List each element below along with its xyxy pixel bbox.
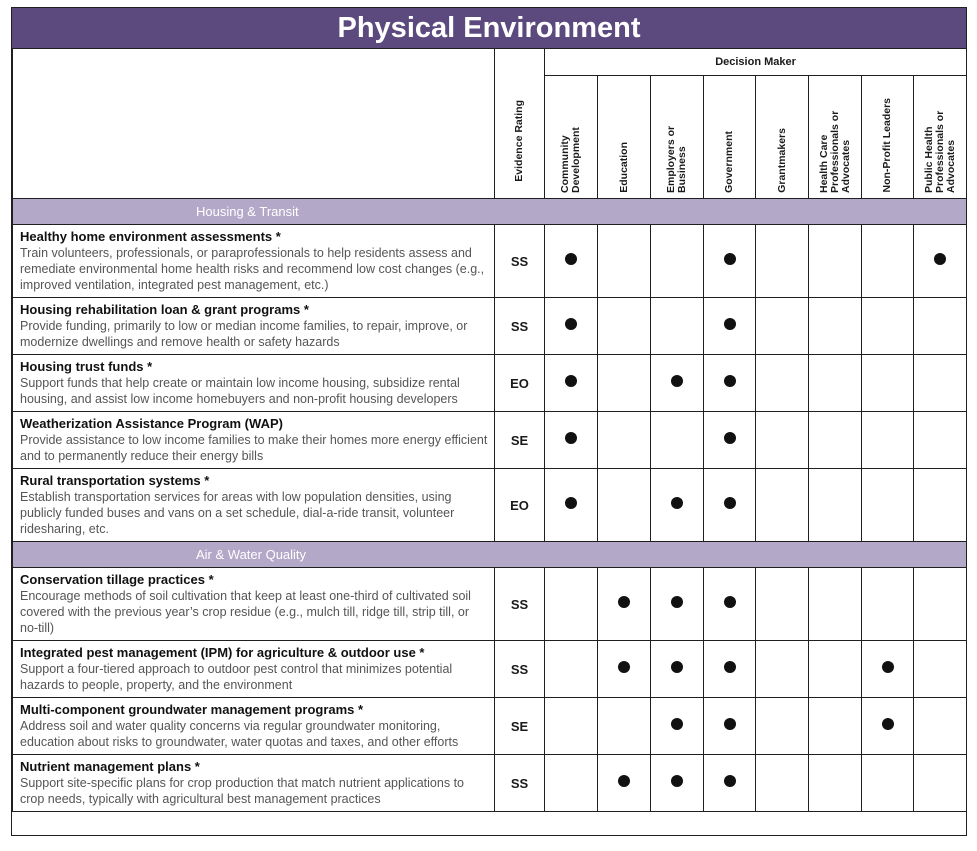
strategy-header-blank bbox=[13, 49, 495, 199]
decision-maker-cell bbox=[862, 225, 914, 298]
decision-maker-cell bbox=[862, 755, 914, 812]
strategy-cell bbox=[13, 641, 495, 698]
strategy-cell bbox=[13, 698, 495, 755]
decision-maker-cell bbox=[756, 355, 809, 412]
decision-maker-cell bbox=[756, 412, 809, 469]
strategy-description: Provide funding, primarily to low or median income families, to repair, improve, or modernize dwellings and remove health or safety hazards bbox=[20, 319, 468, 349]
bullet-dot-icon bbox=[671, 497, 683, 509]
strategy-name: Rural transportation systems * bbox=[20, 473, 210, 488]
bullet-dot-icon bbox=[882, 661, 894, 673]
decision-maker-cell bbox=[704, 641, 756, 698]
decision-maker-cell bbox=[809, 641, 862, 698]
bullet-dot-icon bbox=[565, 432, 577, 444]
bullet-dot-icon bbox=[618, 596, 630, 608]
decision-maker-cell bbox=[809, 355, 862, 412]
decision-maker-cell bbox=[598, 698, 651, 755]
strategy-name: Healthy home environment assessments * bbox=[20, 229, 281, 244]
decision-maker-cell bbox=[704, 412, 756, 469]
decision-maker-cell bbox=[756, 755, 809, 812]
decision-maker-cell bbox=[756, 698, 809, 755]
decision-maker-cell bbox=[704, 298, 756, 355]
decision-maker-cell bbox=[598, 469, 651, 542]
strategy-name: Housing rehabilitation loan & grant programs * bbox=[20, 302, 309, 317]
decision-maker-cell bbox=[914, 298, 967, 355]
decision-maker-cell bbox=[651, 698, 704, 755]
strategy-name: Housing trust funds * bbox=[20, 359, 153, 374]
section-label: Air & Water Quality bbox=[13, 542, 967, 568]
decision-maker-cell bbox=[809, 568, 862, 641]
evidence-rating: SS bbox=[495, 298, 545, 355]
strategy-description: Address soil and water quality concerns via regular groundwater monitoring, education about risks to groundwater, water quotas and taxes, and other efforts bbox=[20, 719, 459, 749]
strategy-cell bbox=[13, 225, 495, 298]
strategy-name: Integrated pest management (IPM) for agriculture & outdoor use * bbox=[20, 645, 425, 660]
decision-maker-cell bbox=[545, 298, 598, 355]
bullet-dot-icon bbox=[724, 318, 736, 330]
decision-maker-cell bbox=[862, 412, 914, 469]
decision-maker-cell bbox=[756, 469, 809, 542]
decision-maker-cell bbox=[809, 755, 862, 812]
bullet-dot-icon bbox=[724, 661, 736, 673]
bullet-dot-icon bbox=[671, 718, 683, 730]
decision-maker-column-header: Government bbox=[704, 76, 756, 199]
strategy-row bbox=[13, 568, 967, 641]
decision-maker-cell bbox=[914, 225, 967, 298]
decision-maker-cell bbox=[545, 469, 598, 542]
decision-maker-cell bbox=[598, 298, 651, 355]
decision-maker-cell bbox=[598, 755, 651, 812]
strategy-cell bbox=[13, 568, 495, 641]
decision-maker-header: Decision Maker bbox=[545, 49, 967, 76]
evidence-rating-header: Evidence Rating bbox=[495, 49, 545, 199]
evidence-rating: SE bbox=[495, 698, 545, 755]
decision-maker-cell bbox=[598, 412, 651, 469]
decision-maker-cell bbox=[756, 641, 809, 698]
evidence-rating: SE bbox=[495, 412, 545, 469]
decision-maker-cell bbox=[756, 298, 809, 355]
decision-maker-cell bbox=[651, 225, 704, 298]
evidence-rating: EO bbox=[495, 355, 545, 412]
strategy-name: Conservation tillage practices * bbox=[20, 572, 214, 587]
decision-maker-cell bbox=[545, 755, 598, 812]
strategy-description: Support a four-tiered approach to outdoor pest control that minimizes potential hazards to people, property, and the environment bbox=[20, 662, 453, 692]
decision-maker-column-header: Community Development bbox=[545, 76, 598, 199]
decision-maker-column-header: Health Care Professionals or Advocates bbox=[809, 76, 862, 199]
strategy-row bbox=[13, 298, 967, 355]
strategy-description: Support funds that help create or maintain low income housing, subsidize rental housing, and assist low income homebuyers and non-profit housing developers bbox=[20, 376, 460, 406]
strategy-description: Provide assistance to low income families to make their homes more energy efficient and to permanently reduce their energy bills bbox=[20, 433, 488, 463]
bullet-dot-icon bbox=[565, 318, 577, 330]
decision-maker-cell bbox=[862, 355, 914, 412]
bullet-dot-icon bbox=[724, 775, 736, 787]
bullet-dot-icon bbox=[671, 596, 683, 608]
decision-maker-cell bbox=[914, 568, 967, 641]
decision-maker-cell bbox=[545, 568, 598, 641]
strategy-row bbox=[13, 355, 967, 412]
strategy-cell bbox=[13, 469, 495, 542]
decision-maker-cell bbox=[914, 469, 967, 542]
strategy-description: Support site-specific plans for crop production that match nutrient applications to crop needs, typically with agricultural best management practices bbox=[20, 776, 464, 806]
decision-maker-cell bbox=[651, 641, 704, 698]
page-title: Physical Environment bbox=[12, 8, 966, 48]
bullet-dot-icon bbox=[724, 432, 736, 444]
decision-maker-cell bbox=[809, 225, 862, 298]
decision-maker-column-header: Employers or Business bbox=[651, 76, 704, 199]
bullet-dot-icon bbox=[671, 775, 683, 787]
strategy-cell bbox=[13, 412, 495, 469]
decision-maker-cell bbox=[756, 225, 809, 298]
strategy-description: Establish transportation services for areas with low population densities, using publicly funded buses and vans on a set schedule, dial-a-ride transit, volunteer ridesharing, etc. bbox=[20, 490, 455, 536]
decision-maker-cell bbox=[914, 698, 967, 755]
decision-maker-column-header: Public Health Professionals or Advocates bbox=[914, 76, 967, 199]
decision-maker-cell bbox=[862, 469, 914, 542]
bullet-dot-icon bbox=[618, 661, 630, 673]
bullet-dot-icon bbox=[565, 497, 577, 509]
strategy-row bbox=[13, 469, 967, 542]
decision-maker-cell bbox=[651, 412, 704, 469]
decision-maker-cell bbox=[862, 698, 914, 755]
decision-maker-cell bbox=[651, 469, 704, 542]
decision-maker-cell bbox=[914, 641, 967, 698]
bullet-dot-icon bbox=[724, 497, 736, 509]
strategy-row bbox=[13, 698, 967, 755]
decision-maker-column-header: Grantmakers bbox=[756, 76, 809, 199]
decision-maker-cell bbox=[651, 568, 704, 641]
decision-maker-cell bbox=[598, 641, 651, 698]
strategy-description: Train volunteers, professionals, or paraprofessionals to help residents assess and remediate environmental home health risks and recommend low cost changes (e.g., improved ventilation, integrated pest management, etc.) bbox=[20, 246, 485, 292]
decision-maker-cell bbox=[914, 412, 967, 469]
decision-maker-cell bbox=[809, 469, 862, 542]
decision-maker-cell bbox=[704, 225, 756, 298]
strategy-table bbox=[12, 48, 967, 812]
decision-maker-column-header: Education bbox=[598, 76, 651, 199]
evidence-rating: SS bbox=[495, 225, 545, 298]
bullet-dot-icon bbox=[724, 375, 736, 387]
decision-maker-cell bbox=[545, 225, 598, 298]
decision-maker-cell bbox=[862, 568, 914, 641]
decision-maker-cell bbox=[756, 568, 809, 641]
decision-maker-cell bbox=[704, 355, 756, 412]
bullet-dot-icon bbox=[724, 253, 736, 265]
strategy-row bbox=[13, 412, 967, 469]
section-row bbox=[13, 199, 967, 225]
decision-maker-cell bbox=[809, 698, 862, 755]
decision-maker-cell bbox=[598, 355, 651, 412]
strategy-row bbox=[13, 225, 967, 298]
decision-maker-cell bbox=[704, 568, 756, 641]
evidence-rating: EO bbox=[495, 469, 545, 542]
strategy-name: Nutrient management plans * bbox=[20, 759, 200, 774]
bullet-dot-icon bbox=[671, 661, 683, 673]
decision-maker-cell bbox=[809, 412, 862, 469]
bullet-dot-icon bbox=[724, 596, 736, 608]
bullet-dot-icon bbox=[882, 718, 894, 730]
strategy-cell bbox=[13, 298, 495, 355]
bullet-dot-icon bbox=[618, 775, 630, 787]
decision-maker-cell bbox=[545, 355, 598, 412]
strategy-description: Encourage methods of soil cultivation that keep at least one-third of cultivated soil covered with the previous year’s crop residue (e.g., mulch till, ridge till, strip till, or no-till) bbox=[20, 589, 471, 635]
decision-maker-cell bbox=[809, 298, 862, 355]
decision-maker-cell bbox=[704, 698, 756, 755]
decision-maker-cell bbox=[704, 469, 756, 542]
decision-maker-cell bbox=[914, 355, 967, 412]
section-row bbox=[13, 542, 967, 568]
bullet-dot-icon bbox=[724, 718, 736, 730]
decision-maker-cell bbox=[651, 298, 704, 355]
bullet-dot-icon bbox=[565, 253, 577, 265]
decision-maker-cell bbox=[598, 225, 651, 298]
decision-maker-cell bbox=[914, 755, 967, 812]
decision-maker-cell bbox=[651, 755, 704, 812]
evidence-rating: SS bbox=[495, 641, 545, 698]
strategy-name: Multi-component groundwater management programs * bbox=[20, 702, 364, 717]
decision-maker-cell bbox=[704, 755, 756, 812]
decision-maker-cell bbox=[862, 298, 914, 355]
strategy-cell bbox=[13, 355, 495, 412]
bullet-dot-icon bbox=[934, 253, 946, 265]
decision-maker-column-header: Non-Profit Leaders bbox=[862, 76, 914, 199]
bullet-dot-icon bbox=[671, 375, 683, 387]
decision-maker-cell bbox=[545, 412, 598, 469]
strategy-row bbox=[13, 755, 967, 812]
decision-maker-cell bbox=[651, 355, 704, 412]
decision-maker-cell bbox=[545, 641, 598, 698]
decision-maker-cell bbox=[862, 641, 914, 698]
section-label: Housing & Transit bbox=[13, 199, 967, 225]
strategy-name: Weatherization Assistance Program (WAP) bbox=[20, 416, 283, 431]
evidence-rating: SS bbox=[495, 755, 545, 812]
decision-maker-cell bbox=[598, 568, 651, 641]
evidence-rating: SS bbox=[495, 568, 545, 641]
strategy-table-sheet bbox=[11, 7, 967, 836]
strategy-row bbox=[13, 641, 967, 698]
bullet-dot-icon bbox=[565, 375, 577, 387]
decision-maker-cell bbox=[545, 698, 598, 755]
strategy-cell bbox=[13, 755, 495, 812]
